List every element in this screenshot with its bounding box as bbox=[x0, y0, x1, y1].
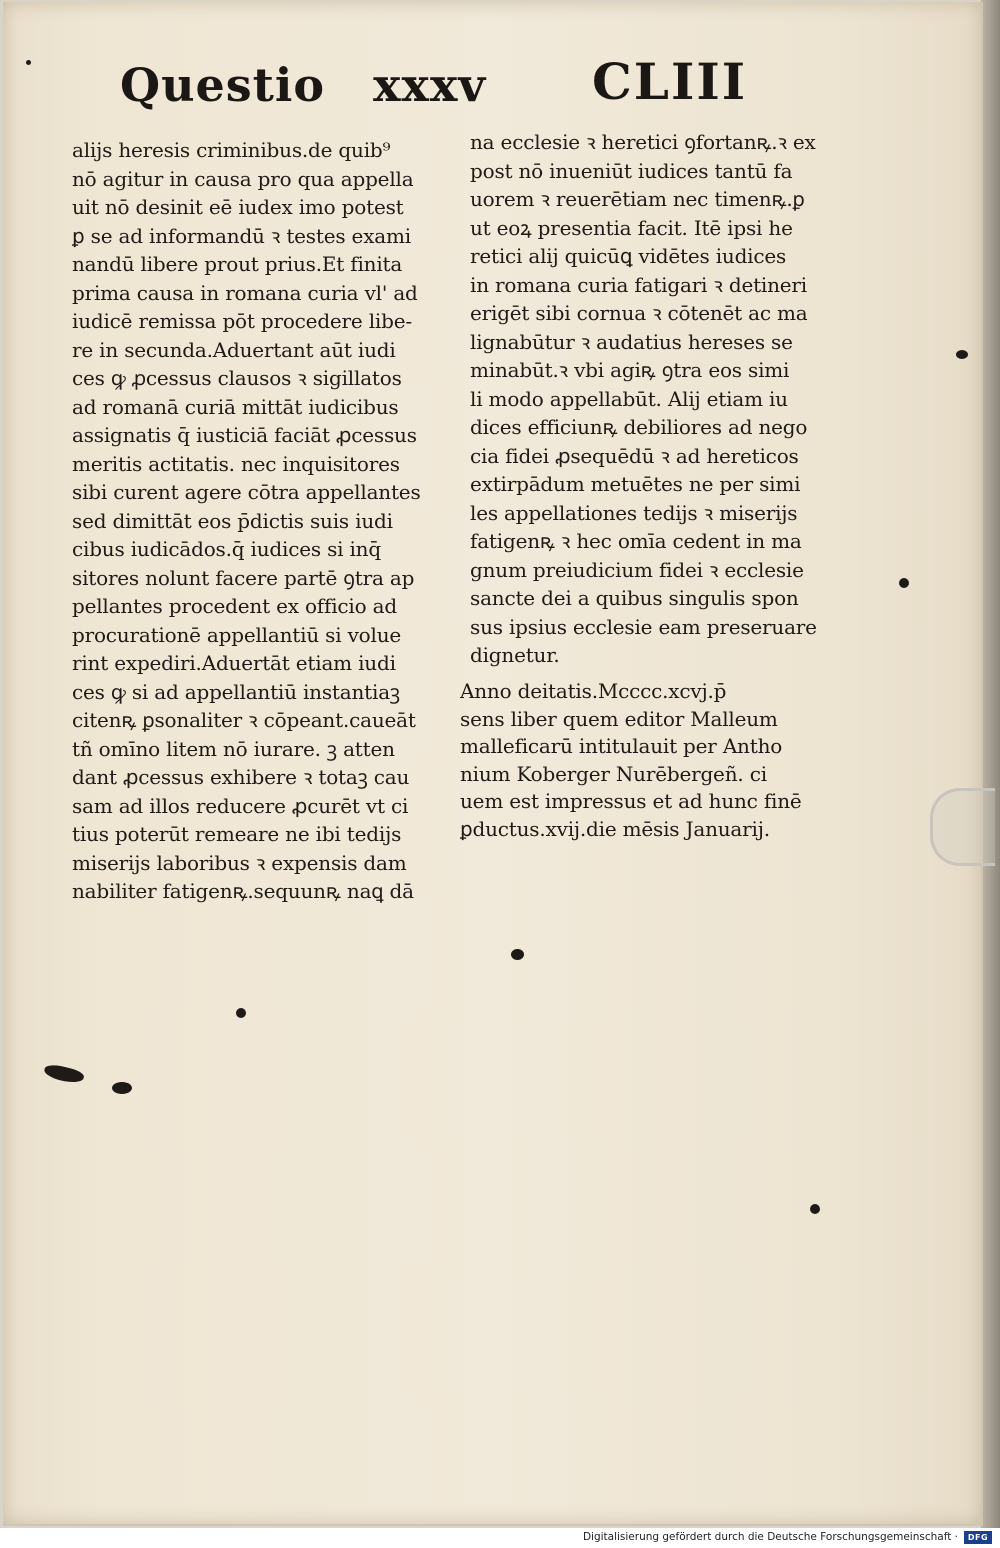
ink-spot bbox=[112, 1082, 132, 1094]
text-line: cia fidei ꝓsequēdū ꝛ ad hereticos bbox=[470, 443, 799, 468]
text-line: li modo appellabūt. Alij etiam iu bbox=[470, 386, 788, 411]
text-line: in romana curia fatigari ꝛ detineri bbox=[470, 272, 807, 297]
text-line: ad romanā curiā mittāt iudicibus bbox=[72, 394, 399, 419]
text-line: procurationē appellantiū si volue bbox=[72, 622, 402, 647]
text-line: pellantes procedent ex officio ad bbox=[72, 594, 397, 618]
running-head bbox=[120, 58, 486, 112]
text-line: sus ipsius ecclesie eam preseruare bbox=[470, 614, 817, 639]
text-line: fatigenꝶ ꝛ hec omīa cedent in ma bbox=[470, 529, 802, 553]
text-line: minabūt.ꝛ vbi agiꝶ ꝯtra eos simi bbox=[470, 358, 790, 382]
colophon-line: nium Koberger Nurēbergeñ. ci bbox=[460, 761, 767, 786]
text-line: gnum preiudicium fidei ꝛ ecclesie bbox=[470, 557, 804, 582]
running-head-word2: xxxv bbox=[373, 58, 487, 112]
text-line: erigēt sibi cornua ꝛ cōtenēt ac ma bbox=[470, 301, 808, 325]
colophon-line: sens liber quem editor Malleum bbox=[460, 706, 778, 731]
text-line: ces ꝙ si ad appellantiū instantiaꝫ bbox=[72, 679, 400, 704]
colophon-line: uem est impressus et ad hunc finē bbox=[460, 789, 802, 813]
colophon bbox=[460, 678, 840, 843]
text-line: tius poterūt remeare ne ibi tedijs bbox=[72, 822, 402, 846]
text-line: dices efficiunꝶ debiliores ad nego bbox=[470, 415, 808, 439]
digitization-credit: Digitalisierung gefördert durch die Deutsche Forschungsgemeinschaft · bbox=[582, 1531, 958, 1543]
text-line: citenꝶ ꝑsonaliter ꝛ cōpeant.caueāt bbox=[72, 708, 416, 732]
text-line: dignetur. bbox=[470, 643, 560, 667]
text-line: ꝑ se ad informandū ꝛ testes exami bbox=[72, 223, 411, 248]
dfg-logo: DFG bbox=[964, 1531, 992, 1544]
right-text-column bbox=[470, 128, 850, 670]
text-line: na ecclesie ꝛ heretici ꝯfortanꝶ.ꝛ ex bbox=[470, 130, 816, 154]
folio-number: CLIII bbox=[592, 52, 748, 111]
text-line: miserijs laboribus ꝛ expensis dam bbox=[72, 850, 407, 875]
text-line: sed dimittāt eos p̄dictis suis iudi bbox=[72, 508, 393, 533]
ink-spot bbox=[899, 578, 909, 588]
text-line: les appellationes tedijs ꝛ miserijs bbox=[470, 500, 798, 525]
colophon-line: ꝑductus.xvij.die mēsis Januarij. bbox=[460, 816, 770, 841]
footer-bar bbox=[0, 1528, 1000, 1548]
text-line: sancte dei a quibus singulis spon bbox=[470, 586, 799, 610]
text-line: iudicē remissa pōt procedere libe- bbox=[72, 309, 412, 333]
text-line: cibus iudicādos.q̄ iudices si inq̄ bbox=[72, 537, 381, 561]
ink-spot bbox=[236, 1008, 246, 1018]
colophon-line: Anno deitatis.Mcccc.xcvj.p̄ bbox=[460, 679, 727, 703]
page-clip bbox=[930, 788, 995, 866]
text-line: tñ omīno litem nō iurare. ꝫ atten bbox=[72, 736, 395, 761]
left-text-column bbox=[72, 136, 452, 906]
text-line: uorem ꝛ reuerētiam nec timenꝶ.ꝑ bbox=[470, 187, 805, 211]
text-line: post nō inueniūt iudices tantū fa bbox=[470, 158, 793, 183]
text-line: ces ꝙ ꝓcessus clausos ꝛ sigillatos bbox=[72, 366, 402, 390]
text-line: sitores nolunt facere partē ꝯtra ap bbox=[72, 565, 415, 590]
text-line: assignatis q̄ iusticiā faciāt ꝓcessus bbox=[72, 423, 417, 447]
book-edge bbox=[981, 0, 1000, 1528]
text-line: retici alij quicūꝗ vidētes iudices bbox=[470, 244, 787, 268]
text-line: dant ꝓcessus exhibere ꝛ totaꝫ cau bbox=[72, 765, 410, 789]
text-line: nabiliter fatigenꝶ.sequunꝶ naꝗ dā bbox=[72, 879, 414, 903]
text-line: extirpādum metuētes ne per simi bbox=[470, 472, 801, 496]
text-line: ut eoꝝ presentia facit. Itē ipsi he bbox=[470, 215, 793, 240]
text-line: nandū libere prout prius.Et finita bbox=[72, 252, 403, 276]
text-line: prima causa in romana curia vl' ad bbox=[72, 280, 418, 305]
text-line: re in secunda.Aduertant aūt iudi bbox=[72, 337, 396, 362]
text-line: sam ad illos reducere ꝓcurēt vt ci bbox=[72, 793, 409, 818]
ink-spot bbox=[511, 949, 524, 960]
text-line: uit nō desinit eē iudex imo potest bbox=[72, 195, 404, 219]
running-head-word1: Questio bbox=[120, 58, 326, 112]
colophon-line: malleficarū intitulauit per Antho bbox=[460, 734, 783, 758]
text-line: rint expediri.Aduertāt etiam iudi bbox=[72, 651, 396, 675]
text-line: alijs heresis criminibus.de quib⁹ bbox=[72, 138, 391, 162]
ink-spot bbox=[956, 350, 968, 359]
text-line: sibi curent agere cōtra appellantes bbox=[72, 480, 421, 504]
text-line: lignabūtur ꝛ audatius hereses se bbox=[470, 329, 793, 354]
ink-spot bbox=[26, 60, 31, 65]
text-line: meritis actitatis. nec inquisitores bbox=[72, 451, 400, 476]
text-line: nō agitur in causa pro qua appella bbox=[72, 166, 414, 191]
ink-spot bbox=[810, 1204, 820, 1214]
